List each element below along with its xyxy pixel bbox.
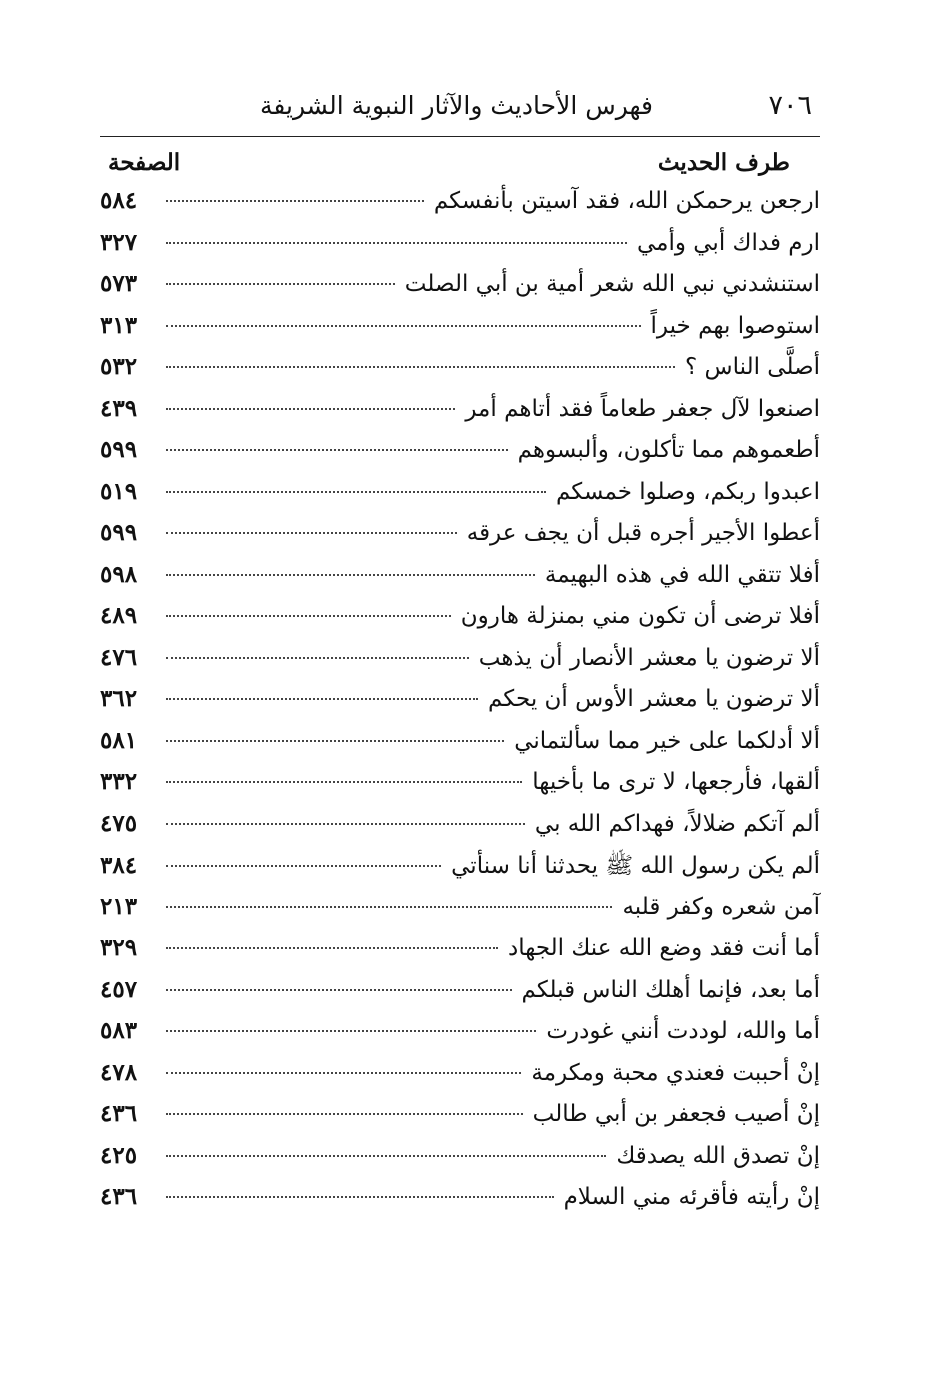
page-reference: ٥٨٣ (100, 1017, 138, 1044)
page-reference: ٥٧٣ (100, 270, 138, 297)
hadith-text: أما بعد، فإنما أهلك الناس قبلكم (521, 976, 820, 1003)
dot-leader (166, 574, 535, 576)
dot-leader (166, 1030, 536, 1032)
hadith-text: أعطوا الأجير أجره قبل أن يجف عرقه (466, 520, 820, 546)
page-reference: ٤٧٦ (100, 643, 138, 671)
page-reference: ٤٧٥ (100, 809, 138, 837)
index-entry (100, 644, 820, 686)
column-header-page: الصفحة (108, 149, 181, 176)
dot-leader (166, 989, 512, 991)
index-entry (100, 478, 820, 520)
hadith-text: إنْ رأيته فأقرئه مني السلام (563, 1184, 820, 1210)
page-reference: ٥٨١ (100, 726, 138, 754)
index-entry (100, 1142, 820, 1184)
hadith-text: اصنعوا لآل جعفر طعاماً فقد أتاهم أمر (465, 395, 820, 422)
index-entry (100, 187, 820, 229)
dot-leader (166, 1155, 606, 1157)
hadith-text: ارم فداك أبي وأمي (636, 229, 820, 256)
dot-leader (166, 449, 508, 451)
index-entry (100, 893, 820, 935)
hadith-text: آمن شعره وكفر قلبه (622, 893, 820, 920)
index-entry (100, 685, 820, 727)
index-entry (100, 312, 820, 354)
index-entry (100, 602, 820, 644)
page-reference: ٥٨٤ (100, 187, 138, 214)
index-entry (100, 727, 820, 769)
page-reference: ٤٣٩ (100, 394, 138, 422)
hadith-text: إنْ تصدق الله يصدقك (616, 1142, 820, 1169)
dot-leader (166, 781, 522, 783)
page-reference: ٣٣٢ (100, 768, 138, 795)
dot-leader (166, 366, 675, 368)
page-reference: ٥٩٩ (100, 436, 138, 463)
dot-leader (166, 823, 525, 825)
hadith-text: ألا ترضون يا معشر الأنصار أن يذهب (478, 644, 820, 671)
hadith-text: اعبدوا ربكم، وصلوا خمسكم (555, 478, 820, 505)
page-reference: ٢١٣ (100, 892, 138, 920)
page-number: ٧٠٦ (768, 90, 812, 121)
page-reference: ٤٥٧ (100, 975, 138, 1003)
hadith-text: أصلَّى الناس ؟ (685, 354, 820, 380)
page-reference: ٥٩٩ (100, 519, 138, 546)
index-entry (100, 436, 820, 478)
index-entry (100, 519, 820, 561)
hadith-text: ألقها، فأرجعها، لا ترى ما بأخيها (532, 769, 820, 795)
index-entry (100, 1017, 820, 1059)
dot-leader (166, 200, 424, 202)
dot-leader (166, 283, 395, 285)
hadith-text: إنْ أصيب فجعفر بن أبي طالب (532, 1101, 820, 1127)
header-rule (100, 136, 820, 137)
dot-leader (166, 740, 504, 742)
hadith-text: أفلا ترضى أن تكون مني بمنزلة هارون (460, 603, 820, 629)
dot-leader (166, 242, 627, 244)
index-entry (100, 1100, 820, 1142)
page-reference: ٣٨٤ (100, 852, 138, 879)
hadith-text: أما والله، لوددت أنني غودرت (546, 1018, 820, 1044)
dot-leader (166, 906, 612, 908)
index-entries (100, 187, 820, 1225)
index-entry (100, 810, 820, 852)
hadith-text: ارجعن يرحمكن الله، فقد آسيتن بأنفسكم (433, 188, 820, 214)
index-entry (100, 270, 820, 312)
dot-leader (166, 1196, 554, 1198)
page-reference: ٣٢٩ (100, 934, 138, 961)
page-reference: ٤٣٦ (100, 1183, 138, 1210)
index-entry (100, 851, 820, 893)
hadith-text: أفلا تتقي الله في هذه البهيمة (544, 561, 820, 588)
dot-leader (166, 532, 457, 534)
hadith-text: أما أنت فقد وضع الله عنك الجهاد (507, 935, 820, 961)
page-reference: ٣٢٧ (100, 228, 138, 256)
page-reference: ٣٦٢ (100, 685, 138, 712)
index-entry (100, 229, 820, 271)
index-entry (100, 353, 820, 395)
hadith-text: أطعموهم مما تأكلون، وألبسوهم (517, 437, 820, 463)
dot-leader (166, 1113, 523, 1115)
dot-leader (166, 491, 546, 493)
hadith-text: استوصوا بهم خيراً (650, 312, 820, 339)
running-title: فهرس الأحاديث والآثار النبوية الشريفة (260, 91, 654, 120)
index-page (100, 90, 820, 1225)
page-reference: ٤٧٨ (100, 1058, 138, 1086)
dot-leader (166, 408, 455, 410)
running-header (100, 90, 820, 130)
dot-leader (166, 1072, 521, 1074)
hadith-text: إنْ أحببت فعندي محبة ومكرمة (531, 1059, 820, 1086)
hadith-text: ألا ترضون يا معشر الأوس أن يحكم (487, 686, 820, 712)
index-entry (100, 1059, 820, 1101)
page-reference: ٣١٣ (100, 311, 138, 339)
dot-leader (166, 947, 498, 949)
page-reference: ٤٣٦ (100, 1100, 138, 1127)
hadith-text: استنشدني نبي الله شعر أمية بن أبي الصلت (404, 271, 820, 297)
index-entry (100, 1183, 820, 1225)
dot-leader (166, 657, 469, 659)
page-reference: ٥٣٢ (100, 353, 138, 380)
index-entry (100, 768, 820, 810)
dot-leader (166, 615, 451, 617)
index-entry (100, 976, 820, 1018)
page-reference: ٤٢٥ (100, 1141, 138, 1169)
index-entry (100, 934, 820, 976)
index-entry (100, 395, 820, 437)
page-reference: ٤٨٩ (100, 602, 138, 629)
hadith-text: ألا أدلكما على خير مما سألتماني (514, 727, 820, 754)
dot-leader (166, 325, 641, 327)
dot-leader (166, 698, 478, 700)
dot-leader (166, 865, 441, 867)
index-entry (100, 561, 820, 603)
page-reference: ٥٩٨ (100, 560, 138, 588)
column-header-hadith: طرف الحديث (657, 149, 790, 176)
page-reference: ٥١٩ (100, 477, 138, 505)
hadith-text: ألم آتكم ضلالاً، فهداكم الله بي (534, 810, 820, 837)
column-headers (100, 149, 820, 183)
hadith-text: ألم يكن رسول الله ﷺ يحدثنا أنا سنأتي (451, 853, 820, 879)
